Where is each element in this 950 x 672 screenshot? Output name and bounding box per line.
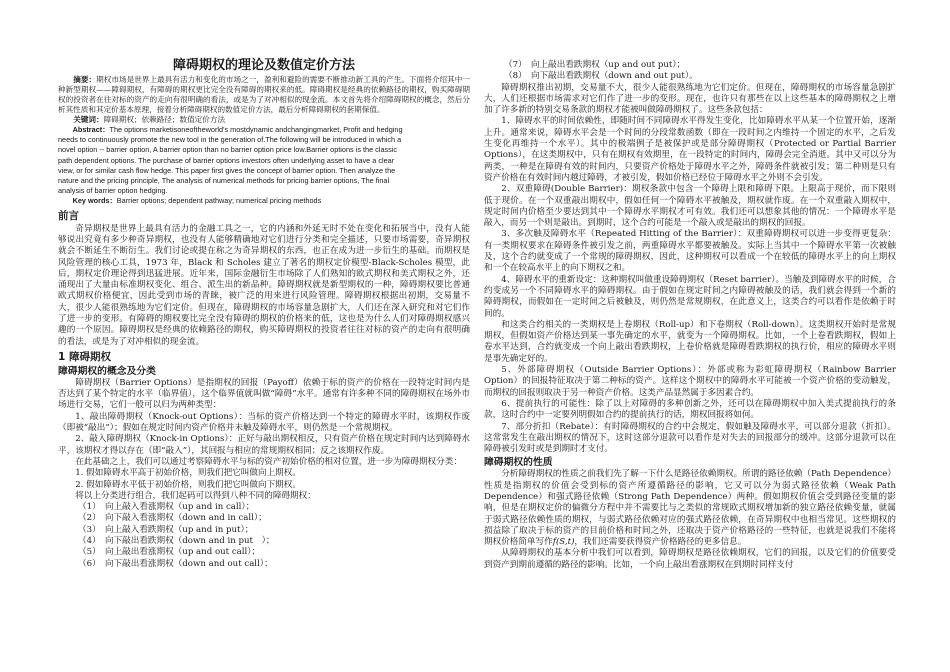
right-para-10-b: ，我们还需要获得资产价格路径的更多信息。 xyxy=(574,537,747,548)
abstract-en-line-1: The options marketisoneoftheworld's mostdynamic andchangingmarket, Profit and hedging xyxy=(109,125,403,134)
barrier-type-6: （6） 向下敲出看涨期权（down and out call）； xyxy=(78,558,273,569)
barrier-type-4: （4） 向下敲出看跌期权（down and in put ）； xyxy=(78,536,275,547)
barrier-type-2: （2） 向下敲入看涨期权（down and in call）； xyxy=(78,513,267,524)
barrier-type-7: （7） 向上敲出看跌期权（up and out put）； xyxy=(504,60,686,70)
keywords-en xyxy=(58,196,470,206)
right-para-5: 4、障碍水平的重新设定：这种期权叫做重设障碍期权（Reset barrier）。当触及到障碍水平的时候，合约变成另一个不同障碍水平的障碍期权。由于假如在规定时间之内障碍被触及的话，我们就会得到一个新的障碍期权，而假如在一定时间之后被触及，则仍然是常规期权，在此意义上，这类合约可以看作是依赖于时间的。 xyxy=(484,274,896,319)
abstract-en-line-2: needs to continuously promote the new tool in the generation of.The following will be introduced in which a xyxy=(58,135,402,145)
abstract-en-line-5: view, or for similar cash flow hedge. This paper first gives the concept of barrier option. Then analyze the xyxy=(58,165,396,175)
left-column xyxy=(58,75,470,570)
right-para-10-a: 分析障碍期权的性质之前我们先了解一下什么是路径依赖期权。所谓的路径依赖（Path Dependence）性质是指期权的价值会受到标的资产所遵循路径的影响，它又可以分为弱式路径依赖（Weak Path Dependence）和强式路径依赖（Strong Path Dependence）两种。假如期权价值会受到路径变量的影响，但是在期权定价的偏微分方程中并不需要比与之类似的常规欧式期权增加新的独立路径依赖变量，就属于弱式路径依赖性质的期权，与弱式路径依赖对应的强式路径依赖，在奇异期权中也相当常见。这些期权的损益除了取决于标的资产的目前价格和时间之外，还取决于资产价格路径的一些特征，也就是说我们不能将期权价格简单写作 xyxy=(484,469,896,548)
section-1-heading: 1 障碍期权 xyxy=(58,350,111,363)
keywords-cn-text: 障碍期权；依赖路径；数值定价方法 xyxy=(103,115,226,124)
right-para-9: 7、部分折扣（Rebate）：有时障碍期权的合约中会规定，假如触及障碍水平，可以部分退款（折扣）。这常常发生在敲出期权的情况下，这时这部分退款可以看作是对失去的回报部分的缓冲。这部分退款可以在障碍被引发时或是到期时才支付。 xyxy=(484,421,896,455)
right-para-8: 6、提前执行的可能性：除了以上对障碍的多种创新之外，还可以在障碍期权中加入美式提前执行的条款，这时合约中一定要列明假如合约的提前执行的话，期权回报将如何。 xyxy=(484,398,896,421)
section-1-para-3: 将以上分类进行组合，我们起码可以得到八种不同的障碍期权： xyxy=(75,490,316,501)
preface-heading: 前言 xyxy=(58,209,79,222)
condition-up: 1. 假如障碍水平高于初始价格，则我们把它叫做向上期权。 xyxy=(75,468,301,479)
right-para-3: 2、双重障碍(Double Barrier)：期权条款中包含一个障碍上限和障碍下限。上限高于现价，而下限则低于现价。在一个双重敲出期权中，假如任何一个障碍水平被触及，期权就作废。在一个双重敲入期权中，规定时间内价格至少要达到其中一个障碍水平期权才可有效。我们还可以想象其他的情况：一个障碍水平是敲入，而另一个则是敲出。到期时，这个合约可能是一个敲入或是敲出的期权的回报。 xyxy=(484,184,896,229)
right-para-1: 障碍期权推出初期，交易量不大，很少人能很熟练地为它们定价。但现在，障碍期权的市场容量急剧扩大，人们还根据市场需求对它们作了进一步的变形。现在，也许只有那些在以上这些基本的障碍期权之上增加了许多新的特别交易条款的期权才能被叫做障碍期权了。这些条款包括： xyxy=(484,82,896,116)
barrier-type-5: （5） 向上敲出看涨期权（up and out call）； xyxy=(78,547,261,558)
abstract-cn-text: 期权市场是世界上最具有活力和变化的市场之一，盈利和避险的需要不断推动新工具的产生。下面将介绍其中一种新型期权——障碍期权，有障碍的期权更比完全没有障碍的期权来的低。障碍期权是经典的依赖路径的期权，购买障碍期权的投资者在往对标的资产的走向有很明确的看法，或是为了对冲相似的现金流。本文首先将介绍障碍期权的概念，然后分析其性质和其定价基本原理，接着分析障碍期权的数值定价方法，最后分析障碍期权的套期保值。 xyxy=(58,75,471,114)
section-1-para-1: 障碍期权（Barrier Options）是指期权的回报（Payoff）依赖于标的资产的价格在一段特定时间内是否达到了某个特定的水平（临界值），这个临界值就叫做“障碍”水平。通常有许多种不同的障碍期权在场外市场进行交易，它们一般可以归为两种类型： xyxy=(58,377,470,411)
knock-in-item: 2、敲入障碍期权（Knock-in Options）：正好与敲出期权相反，只有资产价格在规定时间内达到障碍水平，该期权才得以存在（即“敲入”），其回报与相应的常规期权相同；反之该期权作废。 xyxy=(58,434,470,456)
keywords-cn-label: 关键词： xyxy=(73,115,104,124)
paper-title: 障碍期权的理论及数值定价方法 xyxy=(172,58,355,73)
barrier-type-3: （3） 向上敲入看跌期权（up and in put）； xyxy=(78,524,254,535)
right-para-11: 从障碍期权的基本分析中我们可以看到，障碍期权是路径依赖期权，它们的回报，以及它们的价值要受到资产到期前遵循的路径的影响。比如，一个向上敲出看涨期权在到期时同样支付 xyxy=(484,548,896,570)
keywords-en-label: Key words： xyxy=(72,196,117,206)
section-1-1-heading: 障碍期权的概念及分类 xyxy=(58,365,156,377)
right-para-2: 1、障碍水平的时间依赖性，即随时间不同障碍水平得发生变化，比如障碍水平从某一个位置开始，逐渐上升。通常来说，障碍水平会是一个时间的分段常数函数（即在一段时间之内维持一个固定的水平，之后发生变化再维持一个水平）。其中的极端例子是被保护或是部分障碍期权（Protected or Partial Barrier Options），在这类期权中，只有在期权有效期里，在一段特定的时间内，障碍会完全消逝。其中又可以分为两类，一种是在障碍有效的时间内，只要资产价格处于障碍水平之外，障碍条件就被引发；第二种则是只有资产价格在有效时间内越过障碍，才被引发，假如价格已经位于障碍水平之外则不会引发。 xyxy=(484,116,896,183)
right-para-4: 3、多次触及障碍水平（Repeated Hitting of the Barrier）：双重障碍期权可以进一步变得更复杂：有一类期权要求在障碍条件被引发之前，两重障碍水平都要被触及。实际上当其中一个障碍水平第一次被触及，这个合约就变成了一个常规的障碍期权，因此，这种期权可以看成一个在较低的障碍水平上的向上期权和一个在较高水平上的向下期权之和。 xyxy=(484,229,896,274)
barrier-type-8: （8） 向下敲出看跌期权（down and out put）。 xyxy=(504,71,698,82)
right-para-6: 和这类合约相关的一类期权是上卷期权（Roll-up）和下卷期权（Roll-down）。这类期权开始时是常规期权，但假如资产价格达到某一事先确定的水平，就变为一个障碍期权。比如，一个上卷看跌期权，假如上卷水平达到，合约就变成一个向上敲出看跌期权，上卷价格就是障碍看跌期权的执行价，相应的障碍水平则是事先确定好的。 xyxy=(484,319,896,364)
right-para-10 xyxy=(484,469,896,548)
knock-out-item: 1、敲出障碍期权（Knock-out Options）：当标的资产价格达到一个特定的障碍水平时，该期权作废（即被“敲出”）；假如在规定时间内资产价格并未触及障碍水平，则仍然是一个常规期权。 xyxy=(58,411,470,434)
right-para-7: 5、外部障碍期权（Outside Barrier Options）：外部或称为彩虹障碍期权（Rainbow Barrier Option）的回报特征取决于第二种标的资产。这样这个期权中的障碍水平可能被一个资产价格的变动触发，而期权的回报则取决于另一种资产价格。这类产品显然属于多因素合约。 xyxy=(484,365,896,398)
section-1-2-heading: 障碍期权的性质 xyxy=(484,457,553,469)
abstract-en-label: Abstract： xyxy=(72,125,110,134)
abstract-cn-label: 摘要： xyxy=(73,75,97,84)
right-column xyxy=(484,60,896,571)
preface-text: 奇异期权是世界上最具有活力的金融工具之一，它的内涵和外延无时不处在变化和拓展当中，没有人能够说出究竟有多少种奇异期权，也没有人能够精确地对它们进行分类和完全描述，只要市场需要，奇异期权就会不断延生不断衍生。我们讨论或提在称之为奇异期权的东西，也正在成为进一步衍生的基础。而期权是风险管理的核心工具，1973 年，Black 和 Scholes 建立了著名的期权定价模型-Black-Scholes 模型，此后，期权定价理论得到迅猛进展。近年来，国际金融衍生市场除了人们熟知的欧式期权和美式期权之外，还涌现出了大量由标准期权变化、组合、派生出的新品种。障碍期权就是新型期权的一种，障碍期权要比普通欧式期权价格便宜，因此受到市场的青睐，被广泛的用来进行风险管理。障碍期权根据出初期，交易量不大，很少人能很熟练地为它们定价。但现在，障碍期权的市场容量急剧扩大，人们还在深入研究和对它们作了进一步的变形。有障碍的期权要比完全没有障碍的期权的价格来的低，这也是为什么人们对障碍期权感兴趣的一个原因。障碍期权是经典的依赖路径的期权，购买障碍期权的投资者往往对标的资产的走向有很明确的看法，或是为了对冲相似的现金流。 xyxy=(58,223,470,347)
abstract-en-line-7: analysis of barrier option hedging. xyxy=(58,186,168,196)
abstract-cn xyxy=(58,75,470,115)
barrier-type-1: （1） 向上敲入看涨期权（up and in call）； xyxy=(78,502,255,513)
abstract-en-line-4: path dependent options. The purchase of barrier options investors often underlying asset to have a clear xyxy=(58,155,395,165)
price-formula: f(S,t) xyxy=(552,537,575,548)
condition-down: 2. 假如障碍水平低于初始价格，则我们把它叫做向下期权。 xyxy=(75,479,301,490)
abstract-en xyxy=(58,125,470,135)
abstract-en-line-6: nature and the pricing principle, The analysis of numerical methods for pricing barrier options, The final xyxy=(58,176,390,186)
abstract-en-line-3: novel option -- barrier option, A barrier option than no barrier option price low.Barrier options is the classic xyxy=(58,145,398,155)
section-1-para-2: 在此基础之上，我们可以通过考察障碍水平与标的资产初始价格的相对位置，进一步为障碍期权分类： xyxy=(75,456,462,467)
keywords-cn xyxy=(58,115,470,125)
keywords-en-text: Barrier options; dependent pathway; numerical pricing methods xyxy=(116,196,322,206)
